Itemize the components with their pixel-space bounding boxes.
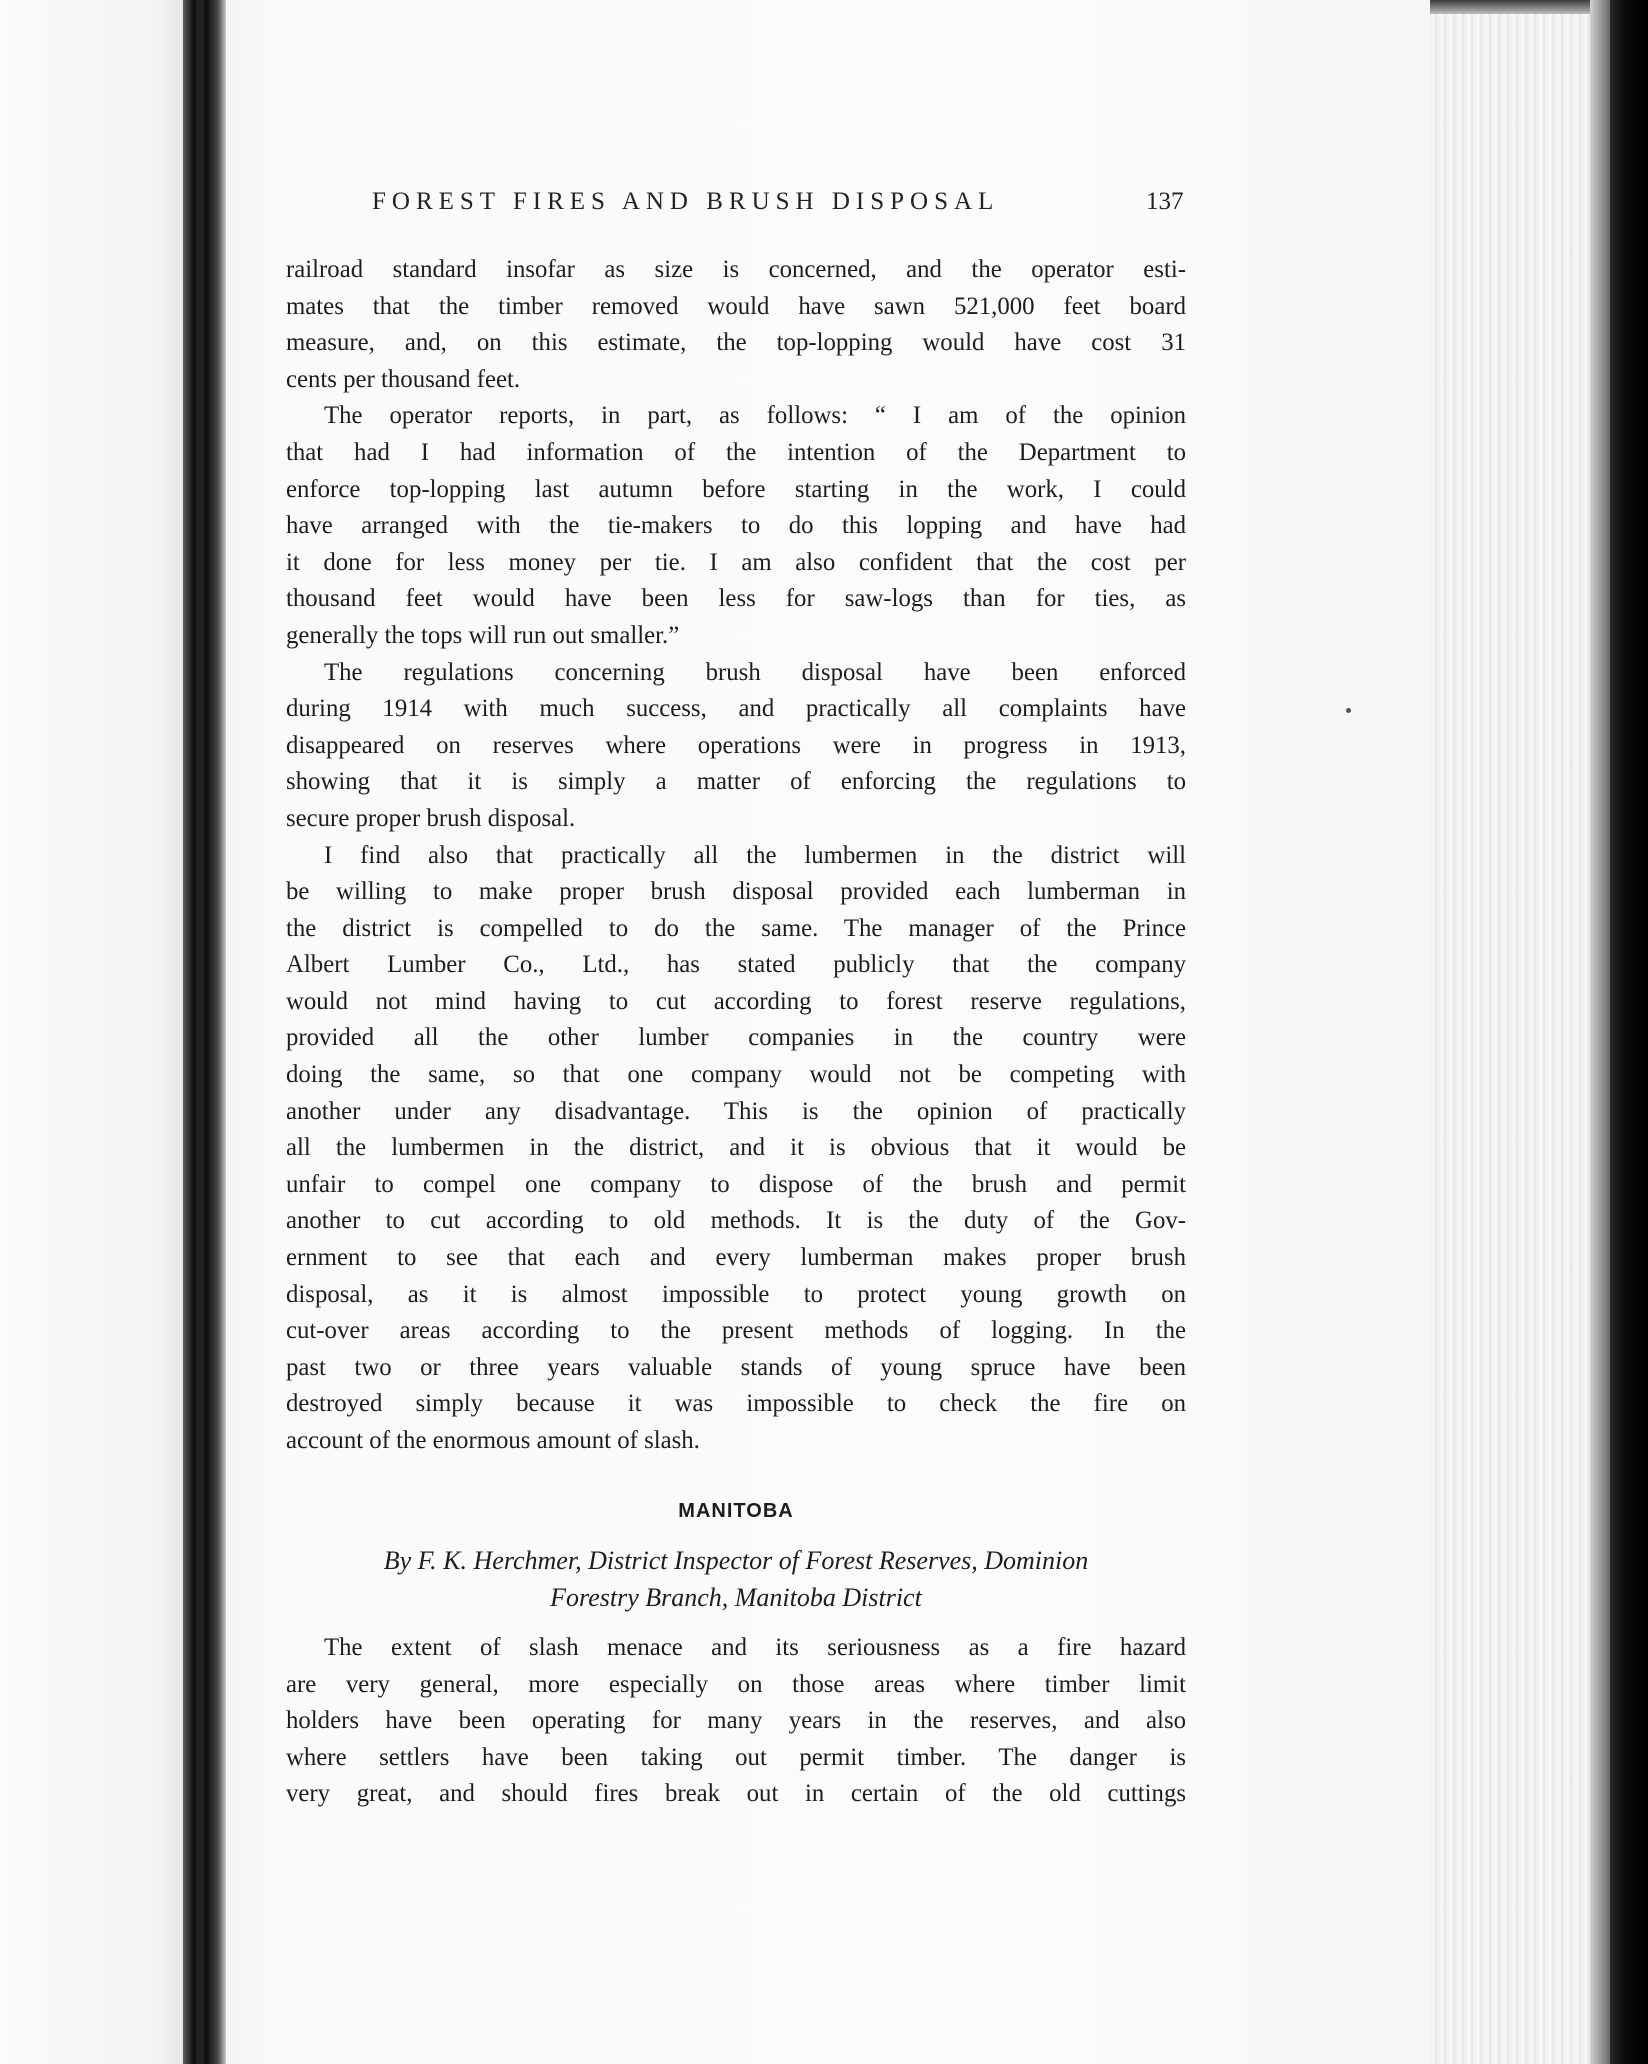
byline-line-2: Forestry Branch, Manitoba District [550,1583,922,1612]
paragraph-5 [286,1630,1186,1813]
text-line: enforce top-lopping last autumn before starting in the work, I could [286,475,1186,503]
paragraph-3 [286,655,1186,838]
text-line: would not mind having to cut according to forest reserve regulations, [286,987,1186,1015]
text-line: cut-over areas according to the present methods of logging. In the [286,1317,1186,1345]
text-line: account of the enormous amount of slash. [286,1427,700,1454]
text-line: be willing to make proper brush disposal provided each lumberman in [286,878,1186,906]
text-line: The operator reports, in part, as follows: “ I am of the opinion [324,402,1186,430]
paragraph-2 [286,398,1186,654]
page-number: 137 [1146,188,1184,215]
text-line: destroyed simply because it was impossible to check the fire on [286,1390,1186,1418]
text-line: The regulations concerning brush disposal have been enforced [324,658,1186,686]
paragraph-1 [286,252,1186,398]
facing-page [0,0,198,2064]
text-line: ernment to see that each and every lumberman makes proper brush [286,1244,1186,1272]
text-line: secure proper brush disposal. [286,804,576,832]
book-gutter [183,0,227,2064]
text-line: measure, and, on this estimate, the top-lopping would have cost 31 [286,329,1186,357]
text-line: all the lumbermen in the district, and it is obvious that it would be [286,1134,1186,1162]
scan-speck [1346,708,1351,713]
paragraph-4 [286,838,1186,1460]
text-line: cents per thousand feet. [286,365,521,393]
text-line: provided all the other lumber companies in the country were [286,1024,1186,1052]
text-line: have arranged with the tie-makers to do this lopping and have had [286,512,1186,540]
body-text [286,252,1186,1460]
text-line: during 1914 with much success, and practically all complaints have [286,695,1186,723]
byline [286,1542,1186,1616]
text-line: The extent of slash menace and its seriousness as a fire hazard [324,1634,1186,1661]
text-line: the district is compelled to do the same. The manager of the Prince [286,914,1186,942]
text-line: where settlers have been taking out permit timber. The danger is [286,1743,1186,1771]
text-line: disposal, as it is almost impossible to protect young growth on [286,1280,1186,1308]
text-line: I find also that practically all the lumbermen in the district will [324,841,1186,869]
text-line: Albert Lumber Co., Ltd., has stated publicly that the company [286,951,1186,979]
gutter-shadow [196,0,204,2064]
text-line: holders have been operating for many years in the reserves, and also [286,1707,1186,1735]
text-line: mates that the timber removed would have sawn 521,000 feet board [286,292,1186,320]
text-line: railroad standard insofar as size is concerned, and the operator esti- [286,256,1186,283]
text-line: it done for less money per tie. I am also confident that the cost per [286,548,1186,576]
body-text-section-2 [286,1630,1186,1813]
text-line: are very general, more especially on those areas where timber limit [286,1670,1186,1698]
running-head: FOREST FIRES AND BRUSH DISPOSAL [372,188,1000,215]
text-line: thousand feet would have been less for saw-logs than for ties, as [286,585,1186,613]
text-line: generally the tops will run out smaller.” [286,621,680,649]
page-edge-shadow [1590,0,1610,2064]
text-line: another under any disadvantage. This is the opinion of practically [286,1097,1186,1125]
page-edges [1430,0,1610,2064]
text-line: very great, and should fires break out in certain of the old cuttings [286,1780,1186,1808]
text-line: showing that it is simply a matter of enforcing the regulations to [286,768,1186,796]
text-line: unfair to compel one company to dispose of the brush and permit [286,1170,1186,1198]
text-line: doing the same, so that one company would not be competing with [286,1061,1186,1089]
text-line: that had I had information of the intention of the Department to [286,438,1186,466]
section-heading: MANITOBA [678,1500,794,1522]
byline-line-1: By F. K. Herchmer, District Inspector of Forest Reserves, Dominion [383,1546,1089,1575]
page-edges-top [1430,0,1610,14]
text-line: disappeared on reserves where operations were in progress in 1913, [286,731,1186,759]
text-line: another to cut according to old methods. It is the duty of the Gov- [286,1207,1186,1235]
scan-background [1610,0,1648,2064]
text-line: past two or three years valuable stands of young spruce have been [286,1353,1186,1381]
